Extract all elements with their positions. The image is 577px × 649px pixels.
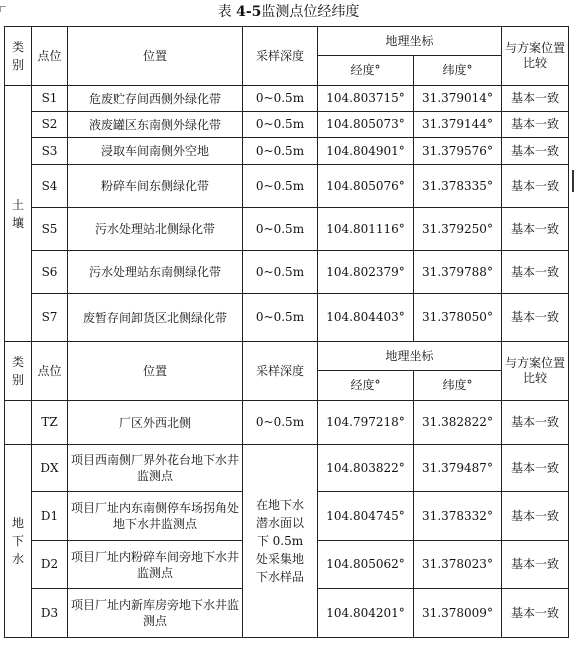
location-cell: 液废罐区东南侧外绿化带 (68, 112, 243, 138)
header-compare: 与方案位置比较 (502, 27, 569, 86)
compare-cell: 基本一致 (502, 138, 569, 165)
table-row (5, 208, 569, 251)
header-point: 点位 (32, 342, 68, 401)
caption-text: 监测点位经纬度 (261, 4, 360, 20)
lon-cell: 104.801116° (318, 208, 414, 251)
lon-cell: 104.803715° (318, 86, 414, 112)
header-location: 位置 (68, 342, 243, 401)
depth-cell: 0~0.5m (243, 208, 318, 251)
table-row (5, 401, 569, 445)
header-location: 位置 (68, 27, 243, 86)
lat-cell: 31.379788° (414, 251, 502, 294)
lat-cell: 31.379144° (414, 112, 502, 138)
point-id: S1 (32, 86, 68, 112)
caption-prefix: 表 (217, 4, 232, 20)
table-row (5, 138, 569, 165)
location-cell: 厂区外西北侧 (68, 401, 243, 445)
location-cell: 废暂存间卸货区北侧绿化带 (68, 294, 243, 342)
lat-cell: 31.379487° (414, 445, 502, 492)
lon-cell: 104.804201° (318, 589, 414, 638)
lat-cell: 31.378023° (414, 541, 502, 589)
lat-cell: 31.378332° (414, 492, 502, 541)
lon-cell: 104.804745° (318, 492, 414, 541)
location-cell: 项目厂址内东南侧停车场拐角处地下水井监测点 (68, 492, 243, 541)
category-soil: 土壤 (5, 86, 32, 342)
location-cell: 项目厂址内新库房旁地下水井监测点 (68, 589, 243, 638)
table-row (5, 251, 569, 294)
location-cell: 污水处理站北侧绿化带 (68, 208, 243, 251)
compare-cell: 基本一致 (502, 445, 569, 492)
location-cell: 浸取车间南侧外空地 (68, 138, 243, 165)
header-category: 类别 (5, 27, 32, 86)
header-point: 点位 (32, 27, 68, 86)
monitoring-points-table (4, 26, 569, 638)
depth-cell: 0~0.5m (243, 112, 318, 138)
table-row (5, 294, 569, 342)
compare-cell: 基本一致 (502, 251, 569, 294)
depth-cell: 0~0.5m (243, 401, 318, 445)
compare-cell: 基本一致 (502, 589, 569, 638)
depth-cell: 0~0.5m (243, 86, 318, 112)
header-row (5, 27, 569, 56)
point-id: D1 (32, 492, 68, 541)
depth-cell: 0~0.5m (243, 294, 318, 342)
lon-cell: 104.805062° (318, 541, 414, 589)
table-row (5, 86, 569, 112)
point-id: D2 (32, 541, 68, 589)
lon-cell: 104.805076° (318, 165, 414, 208)
groundwater-depth-cell: 在地下水潜水面以下 0.5m处采集地下水样品 (243, 445, 318, 638)
compare-cell: 基本一致 (502, 86, 569, 112)
lat-cell: 31.378009° (414, 589, 502, 638)
depth-cell: 0~0.5m (243, 251, 318, 294)
depth-cell: 0~0.5m (243, 138, 318, 165)
point-id: S4 (32, 165, 68, 208)
compare-cell: 基本一致 (502, 541, 569, 589)
lon-cell: 104.803822° (318, 445, 414, 492)
table-row (5, 112, 569, 138)
compare-cell: 基本一致 (502, 112, 569, 138)
depth-cell: 0~0.5m (243, 165, 318, 208)
compare-cell: 基本一致 (502, 492, 569, 541)
header-lat: 纬度° (414, 56, 502, 86)
point-id: DX (32, 445, 68, 492)
compare-cell: 基本一致 (502, 208, 569, 251)
category-empty (5, 401, 32, 445)
header-lat: 纬度° (414, 371, 502, 401)
lat-cell: 31.382822° (414, 401, 502, 445)
lat-cell: 31.378335° (414, 165, 502, 208)
lat-cell: 31.379014° (414, 86, 502, 112)
header-depth: 采样深度 (243, 342, 318, 401)
compare-cell: 基本一致 (502, 294, 569, 342)
compare-cell: 基本一致 (502, 401, 569, 445)
lat-cell: 31.379250° (414, 208, 502, 251)
lon-cell: 104.804901° (318, 138, 414, 165)
location-cell: 危废贮存间西侧外绿化带 (68, 86, 243, 112)
location-cell: 污水处理站东南侧绿化带 (68, 251, 243, 294)
lon-cell: 104.805073° (318, 112, 414, 138)
table-caption (0, 2, 577, 22)
header-coords: 地理坐标 (318, 27, 502, 56)
header-row (5, 342, 569, 371)
header-lon: 经度° (318, 371, 414, 401)
lon-cell: 104.802379° (318, 251, 414, 294)
point-id: S2 (32, 112, 68, 138)
lat-cell: 31.379576° (414, 138, 502, 165)
header-lon: 经度° (318, 56, 414, 86)
point-id: S7 (32, 294, 68, 342)
header-category: 类别 (5, 342, 32, 401)
lat-cell: 31.378050° (414, 294, 502, 342)
location-cell: 项目西南侧厂界外花台地下水井监测点 (68, 445, 243, 492)
location-cell: 项目厂址内粉碎车间旁地下水井监测点 (68, 541, 243, 589)
table-row (5, 445, 569, 492)
point-id: S3 (32, 138, 68, 165)
text-cursor-mark (572, 170, 574, 192)
lon-cell: 104.797218° (318, 401, 414, 445)
point-id: S6 (32, 251, 68, 294)
header-compare: 与方案位置比较 (502, 342, 569, 401)
point-id: S5 (32, 208, 68, 251)
location-cell: 粉碎车间东侧绿化带 (68, 165, 243, 208)
compare-cell: 基本一致 (502, 165, 569, 208)
header-coords: 地理坐标 (318, 342, 502, 371)
caption-number: 4-5 (236, 4, 262, 20)
category-groundwater: 地下水 (5, 445, 32, 638)
point-id: D3 (32, 589, 68, 638)
point-id: TZ (32, 401, 68, 445)
lon-cell: 104.804403° (318, 294, 414, 342)
table-row (5, 165, 569, 208)
header-depth: 采样深度 (243, 27, 318, 86)
